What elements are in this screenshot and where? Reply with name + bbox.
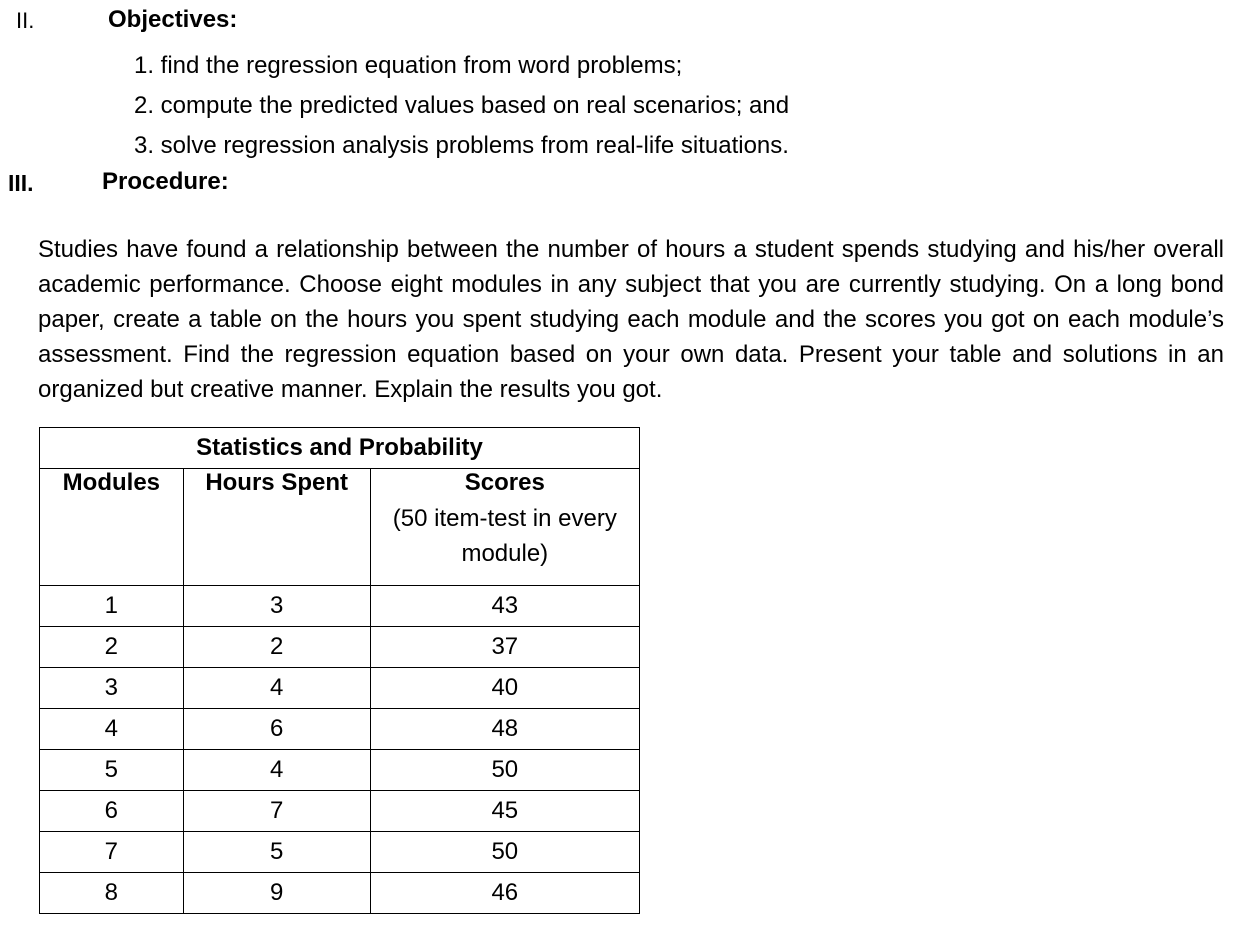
column-header-hours: Hours Spent xyxy=(183,469,370,586)
table-caption: Statistics and Probability xyxy=(40,428,640,469)
hours-cell: 4 xyxy=(183,750,370,791)
module-cell: 4 xyxy=(40,709,184,750)
table-row xyxy=(40,668,640,709)
score-cell: 43 xyxy=(370,586,639,627)
section-numeral-objectives: II. xyxy=(16,8,35,33)
score-cell: 37 xyxy=(370,627,639,668)
hours-cell: 6 xyxy=(183,709,370,750)
table-row xyxy=(40,709,640,750)
column-header-modules: Modules xyxy=(40,469,184,586)
study-hours-table xyxy=(39,427,640,914)
procedure-heading: Procedure: xyxy=(102,168,229,195)
module-cell: 3 xyxy=(40,668,184,709)
score-cell: 40 xyxy=(370,668,639,709)
table-row xyxy=(40,627,640,668)
table-row xyxy=(40,873,640,914)
column-header-scores-label: Scores xyxy=(464,469,545,496)
objective-item: 2. compute the predicted values based on real scenarios; and xyxy=(134,92,790,119)
objective-item: 1. find the regression equation from word problems; xyxy=(134,52,683,79)
module-cell: 6 xyxy=(40,791,184,832)
table-row xyxy=(40,586,640,627)
hours-cell: 7 xyxy=(183,791,370,832)
objectives-heading: Objectives: xyxy=(108,6,238,33)
score-cell: 45 xyxy=(370,791,639,832)
objective-item: 3. solve regression analysis problems from real-life situations. xyxy=(134,132,789,159)
section-numeral-procedure: III. xyxy=(8,170,34,196)
procedure-paragraph: Studies have found a relationship between the number of hours a student spends studying and his/her overall academic performance. Choose eight modules in any subject that you are currently studying. On a long bond paper, create a table on the hours you spent studying each module and the scores you got on each module’s assessment. Find the regression equation based on your own data. Present your table and solutions in an organized but creative manner. Explain the results you got. xyxy=(38,236,1224,403)
hours-cell: 9 xyxy=(183,873,370,914)
hours-cell: 3 xyxy=(183,586,370,627)
column-header-scores xyxy=(370,469,639,586)
score-cell: 50 xyxy=(370,832,639,873)
module-cell: 1 xyxy=(40,586,184,627)
module-cell: 2 xyxy=(40,627,184,668)
module-cell: 5 xyxy=(40,750,184,791)
hours-cell: 5 xyxy=(183,832,370,873)
hours-cell: 4 xyxy=(183,668,370,709)
table-row xyxy=(40,750,640,791)
score-cell: 48 xyxy=(370,709,639,750)
hours-cell: 2 xyxy=(183,627,370,668)
scores-note: (50 item-test in every module) xyxy=(392,505,617,567)
objectives-list xyxy=(134,46,789,166)
score-cell: 46 xyxy=(370,873,639,914)
module-cell: 8 xyxy=(40,873,184,914)
module-cell: 7 xyxy=(40,832,184,873)
score-cell: 50 xyxy=(370,750,639,791)
table-row xyxy=(40,791,640,832)
table-row xyxy=(40,832,640,873)
